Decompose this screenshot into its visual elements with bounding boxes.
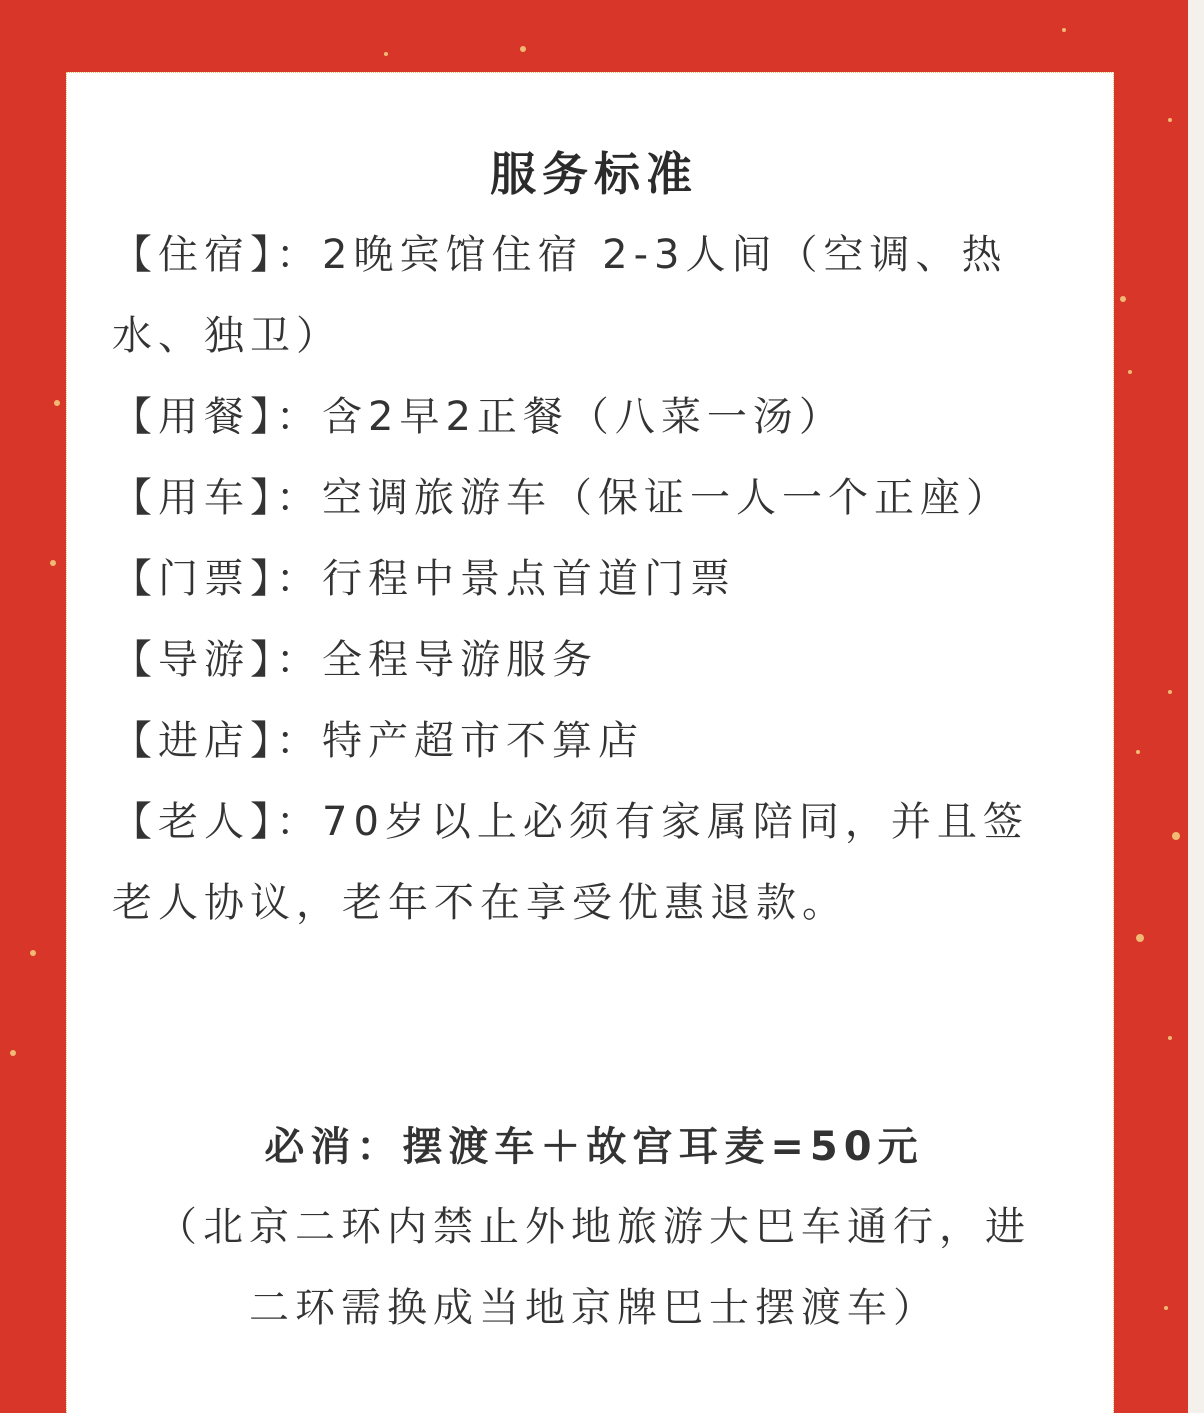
list-item-elderly <box>112 782 1062 944</box>
item-text: 含2早2正餐（八菜一汤） <box>322 394 845 440</box>
item-label: 【门票】： <box>112 556 322 602</box>
list-item-guide <box>112 620 1062 701</box>
item-text: 行程中景点首道门票 <box>322 556 736 602</box>
item-label: 【进店】： <box>112 718 322 764</box>
item-label: 【用车】： <box>112 475 322 521</box>
fee-explanation: （北京二环内禁止外地旅游大巴车通行，进二环需换成当地京牌巴士摆渡车） <box>157 1204 1031 1331</box>
item-label: 【导游】： <box>112 637 322 683</box>
list-item-tickets <box>112 539 1062 620</box>
page-title: 服务标准 <box>490 147 698 201</box>
item-label: 【住宿】： <box>112 232 322 278</box>
list-item-shopping <box>112 701 1062 782</box>
right-edge-strip <box>1188 0 1204 1413</box>
item-label: 【老人】： <box>112 799 322 845</box>
list-item-accommodation <box>112 215 1062 377</box>
mandatory-fee: 必消：摆渡车＋故宫耳麦=50元 <box>264 1124 924 1170</box>
list-item-meals <box>112 377 1062 458</box>
list-item-vehicle <box>112 458 1062 539</box>
service-list <box>112 215 1062 944</box>
item-text: 特产超市不算店 <box>322 718 644 764</box>
item-text: 空调旅游车（保证一人一个正座） <box>322 475 1012 521</box>
item-text: 70岁以上必须有家属陪同，并且签老人协议，老年不在享受优惠退款。 <box>112 799 1029 926</box>
mandatory-fee-note <box>0 1107 1188 1349</box>
item-label: 【用餐】： <box>112 394 322 440</box>
item-text: 2晚宾馆住宿 2-3人间（空调、热水、独卫） <box>112 232 1008 359</box>
item-text: 全程导游服务 <box>322 637 598 683</box>
